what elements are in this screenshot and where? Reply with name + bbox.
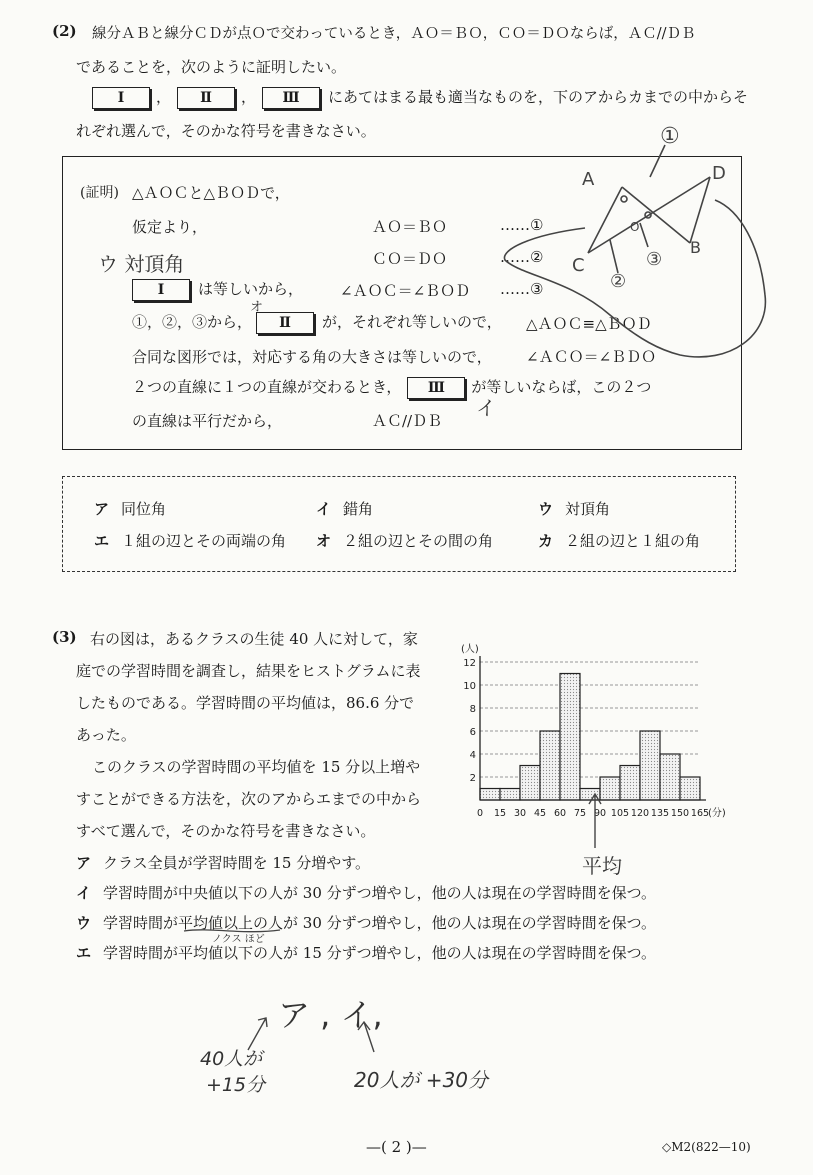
hist-bar-3: [540, 731, 560, 800]
x-tick-label-10: 150: [670, 808, 690, 819]
handwritten-sketch: [490, 115, 790, 380]
sketch-label-o: O: [630, 220, 640, 234]
proof-line7: の直線は平行だから，: [132, 412, 283, 430]
sketch-arrow-3: [640, 223, 648, 247]
proof-eq2: ＣＯ＝ＤＯ: [372, 250, 448, 268]
q3-line2: 庭での学習時間を調査し，結果をヒストグラムに表: [76, 662, 421, 680]
proof-label: (証明): [80, 185, 119, 201]
choice-o: オ ２組の辺とその間の角: [316, 532, 494, 550]
choice-e: エ １組の辺とその両端の角: [94, 532, 287, 550]
hist-bar-1: [500, 789, 520, 801]
q3-line6: すことができる方法を，次のアからエまでの中から: [76, 790, 422, 808]
q2-line1: 線分ＡＢと線分ＣＤが点Ｏで交わっているとき，ＡＯ＝ＢＯ，ＣＯ＝ＤＯならば，ＡＣ//ＤＢ: [92, 26, 696, 42]
x-tick-label-0: 0: [476, 808, 484, 819]
hand-left-note-2: +15分: [206, 1074, 266, 1096]
q2-line4: れぞれ選んで，そのかな符号を書きなさい。: [76, 122, 376, 140]
page-number: —( 2 )—: [366, 1138, 427, 1156]
choice-ka: カ ２組の辺と１組の角: [538, 532, 701, 550]
x-tick-label-4: 60: [553, 808, 567, 819]
proof-mark1: ……①: [500, 216, 544, 234]
hist-bar-0: [480, 789, 500, 801]
proof-line3: Ⅰ は等しいから，: [132, 278, 303, 301]
q3-line7: すべて選んで，そのかな符号を書きなさい。: [76, 822, 376, 840]
hand-o-note: オ: [250, 300, 264, 315]
hand-note-under: ノクス ほど: [212, 934, 265, 945]
proof-mark2: ……②: [500, 248, 544, 266]
sketch-dot-1: [621, 196, 627, 202]
q3-option-e: エ 学習時間が平均値以下の人が 15 分ずつ増やし，他の人は現在の学習時間を保つ。: [76, 944, 657, 962]
x-tick-label-7: 105: [610, 808, 630, 819]
sketch-circle-1: ①: [660, 124, 680, 149]
q2-line3: Ⅰ ， Ⅱ ， Ⅲ にあてはまる最も適当なものを，下のアからカまでの中からそ: [92, 86, 748, 109]
hist-bar-2: [520, 766, 540, 801]
y-axis-label: (人): [461, 644, 479, 655]
sketch-arrow-1: [650, 145, 665, 177]
heikin-arrow: [585, 790, 605, 850]
hist-bar-10: [680, 777, 700, 800]
q2-number: (2): [52, 22, 77, 40]
sketch-arrow-2: [610, 240, 618, 273]
choice-u: ウ 対頂角: [538, 500, 611, 518]
proof-assume: 仮定より，: [132, 218, 208, 236]
proof-box-2: Ⅱ: [256, 312, 314, 334]
choice-a: ア 同位角: [94, 500, 167, 518]
sketch-circle-2: ②: [610, 271, 627, 292]
x-tick-label-2: 30: [513, 808, 527, 819]
hand-i-note: イ: [476, 396, 496, 420]
x-tick-label-9: 135: [650, 808, 670, 819]
hand-answer: ア , イ,: [278, 996, 383, 1034]
hist-bar-7: [620, 766, 640, 801]
y-tick-label-5: 12: [463, 658, 476, 669]
q2-box-1: Ⅰ: [92, 87, 150, 109]
proof-box-3: Ⅲ: [407, 377, 465, 399]
hist-bar-4: [560, 674, 580, 801]
hand-left-note-1: 40人が: [200, 1048, 263, 1070]
y-tick-label-0: 2: [469, 773, 476, 784]
y-tick-label-2: 6: [469, 727, 476, 738]
page-code: ◇M2(822—10): [662, 1140, 751, 1154]
q3-line1: 右の図は，あるクラスの生徒 40 人に対して，家: [90, 630, 418, 648]
proof-eq1: ＡＯ＝ＢＯ: [372, 218, 448, 236]
y-tick-label-4: 10: [463, 681, 476, 692]
y-tick-label-1: 4: [469, 750, 476, 761]
proof-line6: ２つの直線に１つの直線が交わるとき， Ⅲ が等しいならば，この２つ: [132, 376, 651, 399]
x-tick-label-6: 90: [593, 808, 607, 819]
sketch-label-b: B: [690, 238, 701, 257]
q3-line3: したものである。学習時間の平均値は，86.6 分で: [76, 694, 415, 712]
q2-box-3: Ⅲ: [262, 87, 320, 109]
sketch-label-d: D: [712, 163, 726, 184]
hand-right-note: 20人が +30分: [354, 1068, 489, 1092]
y-tick-label-3: 8: [469, 704, 476, 715]
x-axis-label: (分): [708, 808, 726, 819]
x-tick-label-11: 165: [690, 808, 710, 819]
x-tick-label-5: 75: [573, 808, 587, 819]
proof-mark3: ……③: [500, 280, 544, 298]
q2-box-2: Ⅱ: [177, 87, 235, 109]
proof-intro: △ＡＯＣと△ＢＯＤで，: [132, 184, 290, 202]
proof-box-1: Ⅰ: [132, 279, 190, 301]
proof-eq7: ＡＣ//ＤＢ: [372, 412, 443, 430]
hist-bar-9: [660, 754, 680, 800]
x-tick-label-8: 120: [630, 808, 650, 819]
q3-line4: あった。: [76, 726, 136, 744]
proof-eq4: △ＡＯＣ≡△ＢＯＤ: [526, 315, 652, 333]
q3-line5: このクラスの学習時間の平均値を 15 分以上増や: [92, 758, 421, 776]
proof-line4: ①，②，③から， Ⅱ が，それぞれ等しいので，: [132, 311, 502, 334]
q3-option-u: ウ 学習時間が平均値以上の人が 30 分ずつ増やし，他の人は現在の学習時間を保つ。: [76, 914, 657, 932]
sketch-circle-3: ③: [646, 249, 663, 270]
q2-line3-rest: にあてはまる最も適当なものを，下のアからカまでの中からそ: [328, 88, 749, 106]
choice-i: イ 錯角: [316, 500, 374, 518]
proof-eq3: ∠ＡＯＣ＝∠ＢＯＤ: [340, 282, 471, 300]
hand-u-answer: ウ 対頂角: [98, 252, 185, 276]
sketch-label-a: A: [582, 169, 595, 190]
hist-bar-8: [640, 731, 660, 800]
choices-box: [62, 476, 736, 572]
hand-heikin: 平均: [582, 854, 622, 878]
q3-number: (3): [52, 628, 77, 646]
q3-option-a: ア クラス全員が学習時間を 15 分増やす。: [76, 854, 370, 872]
q2-line2: であることを，次のように証明したい。: [76, 58, 347, 76]
x-tick-label-1: 15: [493, 808, 507, 819]
sketch-label-c: C: [572, 255, 585, 276]
x-tick-label-3: 45: [533, 808, 547, 819]
proof-eq5: ∠ＡＣＯ＝∠ＢＤＯ: [526, 348, 657, 366]
answer-arrows: [240, 1010, 400, 1055]
proof-line5: 合同な図形では，対応する角の大きさは等しいので，: [132, 348, 492, 366]
q3-option-i: イ 学習時間が中央値以下の人が 30 分ずつ増やし，他の人は現在の学習時間を保つ。: [76, 884, 657, 902]
